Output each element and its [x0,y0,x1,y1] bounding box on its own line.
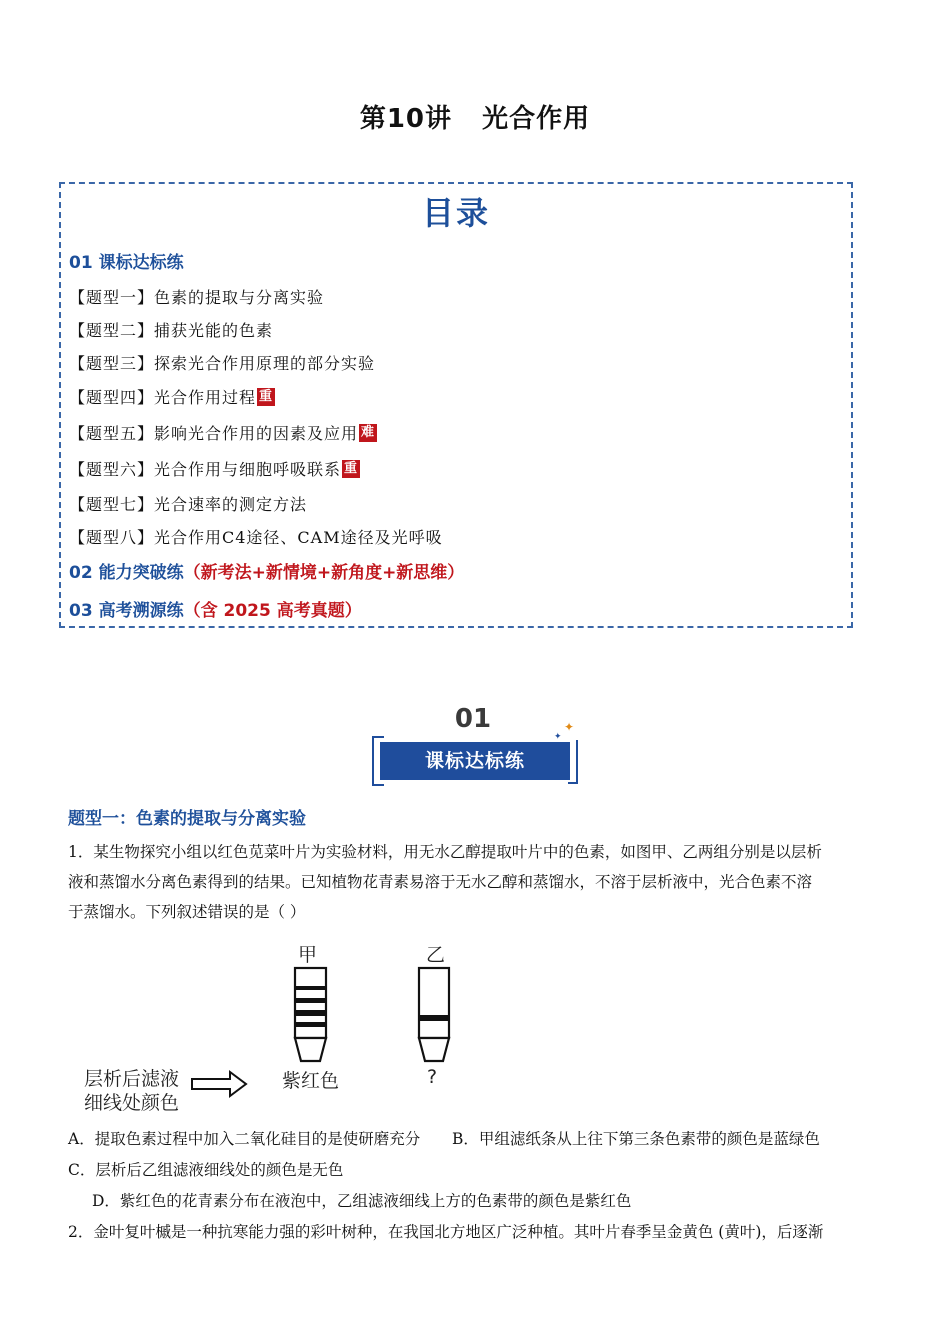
option-d[interactable]: D．紫红色的花青素分布在液泡中，乙组滤液细线上方的色素带的颜色是紫红色 [92,1192,632,1210]
toc-section-2[interactable] [69,558,464,583]
toc-item-label: 【题型三】探索光合作用原理的部分实验 [69,354,376,373]
toc-section-label: 02 能力突破练 [69,563,184,583]
toc-item-2[interactable] [69,318,273,341]
page-title: 第10讲 光合作用 [359,104,591,134]
toc-item-label: 【题型四】光合作用过程 [69,388,257,407]
toc-item-4[interactable] [69,385,275,408]
toc-section-note: （新考法+新情境+新角度+新思维） [183,563,465,583]
section-banner [368,704,583,784]
toc-heading: 目录 [421,194,490,232]
option-c[interactable]: C．层析后乙组滤液细线处的颜色是无色 [68,1161,344,1179]
arrow-icon [192,1072,246,1096]
toc-item-1[interactable] [69,285,324,308]
pigment-band [295,1010,326,1016]
difficulty-badge: 难 [361,425,376,440]
pigment-band [419,1015,449,1021]
toc-item-label: 【题型八】光合作用C4途径、CAM途径及光呼吸 [69,528,443,547]
toc-item-5[interactable] [69,421,377,444]
section-number: 01 [454,704,492,734]
toc-section-note: （含 2025 高考真题） [183,601,362,621]
caption-left-line2: 细线处颜色 [84,1092,180,1114]
toc-section-label: 03 高考溯源练 [69,601,184,621]
toc-item-6[interactable] [69,457,360,480]
sparkle-icon: ✦ [564,720,575,734]
option-b[interactable]: B．甲组滤纸条从上往下第三条色素带的颜色是蓝绿色 [452,1130,820,1148]
sparkle-icon: ✦ [554,732,562,742]
caption-left-line1: 层析后滤液 [84,1068,180,1090]
label-jia: 甲 [298,944,318,966]
toc-item-7[interactable] [69,492,307,515]
label-yi: 乙 [426,944,446,966]
toc-section-1[interactable]: 01 课标达标练 [69,253,184,273]
question-text: 液和蒸馏水分离色素得到的结果。已知植物花青素易溶于无水乙醇和蒸馏水，不溶于层析液中，光合色素不溶 [68,873,813,891]
toc-item-label: 【题型六】光合作用与细胞呼吸联系 [69,460,342,479]
toc-item-8[interactable] [69,525,443,548]
key-point-badge: 重 [259,389,274,404]
pigment-band [295,998,326,1003]
question-text: 1．某生物探究小组以红色苋菜叶片为实验材料，用无水乙醇提取叶片中的色素，如图甲、乙两组分别是以层析 [68,843,822,861]
toc-item-3[interactable] [69,351,375,374]
option-a[interactable]: A．提取色素过程中加入二氧化硅目的是使研磨充分 [68,1130,421,1148]
key-point-badge: 重 [344,461,359,476]
toc-item-label: 【题型一】色素的提取与分离实验 [69,288,325,307]
pigment-band [295,986,326,990]
question-text: 2．金叶复叶槭是一种抗寒能力强的彩叶树种，在我国北方地区广泛种植。其叶片春季呈金黄色 (黄叶)，后逐渐 [68,1223,824,1241]
question-type-heading: 题型一：色素的提取与分离实验 [68,809,306,829]
toc-section-3[interactable] [69,596,362,621]
chromatography-figure [84,940,464,1112]
toc-item-label: 【题型五】影响光合作用的因素及应用 [69,424,359,443]
section-label: 课标达标练 [380,742,570,780]
toc-item-label: 【题型二】捕获光能的色素 [69,321,274,340]
pigment-band [295,1022,326,1027]
toc-item-label: 【题型七】光合速率的测定方法 [69,495,308,514]
table-of-contents [59,182,853,628]
strip-yi [419,968,449,1061]
caption-jia: 紫红色 [282,1070,340,1092]
caption-yi: ? [427,1066,438,1088]
question-text: 于蒸馏水。下列叙述错误的是（ ） [68,903,306,921]
